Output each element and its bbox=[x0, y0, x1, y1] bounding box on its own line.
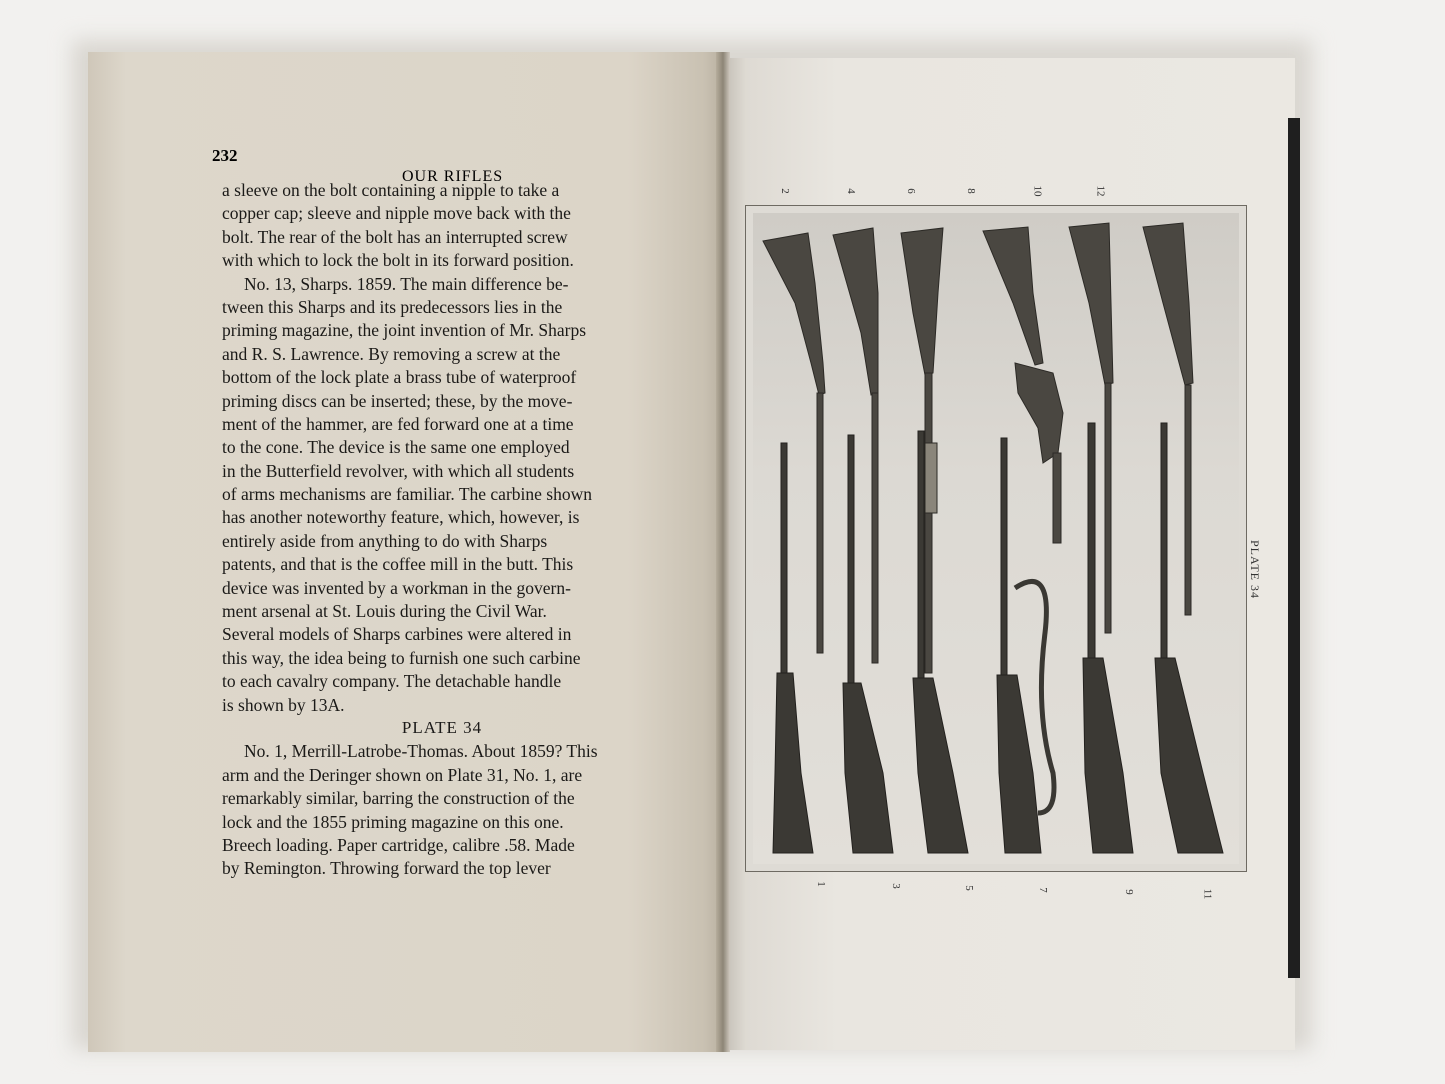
figure-number: 9 bbox=[1122, 889, 1135, 895]
text-line: to the cone. The device is the same one employed bbox=[222, 437, 570, 458]
text-line: entirely aside from anything to do with Sharps bbox=[222, 530, 548, 551]
text-line: remarkably similar, barring the construction of the bbox=[222, 788, 575, 809]
text-line: bolt. The rear of the bolt has an interrupted screw bbox=[222, 226, 568, 247]
section-heading: PLATE 34 bbox=[401, 717, 483, 737]
figure-number: 11 bbox=[1201, 888, 1214, 900]
text-line: Several models of Sharps carbines were altered in bbox=[222, 624, 572, 645]
figure-number: 6 bbox=[904, 188, 917, 194]
text-line: arm and the Deringer shown on Plate 31, No. 1, are bbox=[222, 764, 583, 785]
text-line: copper cap; sleeve and nipple move back with the bbox=[222, 203, 571, 224]
figure-number: 3 bbox=[889, 883, 902, 889]
running-head bbox=[212, 146, 672, 185]
figure-number: 10 bbox=[1031, 185, 1044, 197]
text-line: by Remington. Throwing forward the top lever bbox=[222, 858, 551, 879]
body-text bbox=[222, 180, 662, 882]
text-line: priming magazine, the joint invention of Mr. Sharps bbox=[222, 320, 587, 341]
figure-number: 8 bbox=[964, 188, 977, 194]
text-line: device was invented by a workman in the govern- bbox=[222, 577, 571, 598]
figure-number: 4 bbox=[844, 188, 857, 194]
text-line: Breech loading. Paper cartridge, calibre .58. Made bbox=[222, 834, 575, 855]
text-line: is shown by 13A. bbox=[222, 694, 345, 715]
figure-number: 2 bbox=[778, 188, 791, 194]
figure-number: 5 bbox=[962, 885, 975, 891]
text-line: priming discs can be inserted; these, by the move- bbox=[222, 390, 573, 411]
text-line: No. 13, Sharps. 1859. The main difference be- bbox=[244, 273, 569, 294]
text-line: ment arsenal at St. Louis during the Civil War. bbox=[222, 601, 547, 622]
rifles-photograph bbox=[753, 213, 1239, 864]
text-line: bottom of the lock plate a brass tube of waterproof bbox=[222, 367, 577, 388]
plate-image bbox=[745, 205, 1247, 872]
plate-caption: PLATE 34 bbox=[1248, 540, 1262, 599]
rifles-illustration bbox=[753, 213, 1239, 864]
text-line: No. 1, Merrill-Latrobe-Thomas. About 1859? This bbox=[244, 741, 598, 762]
text-line: tween this Sharps and its predecessors lies in the bbox=[222, 296, 563, 317]
figure-number: 1 bbox=[814, 881, 827, 887]
figure-number: 7 bbox=[1036, 887, 1049, 893]
text-line: patents, and that is the coffee mill in the butt. This bbox=[222, 554, 574, 575]
text-line: to each cavalry company. The detachable handle bbox=[222, 671, 562, 692]
book-cover-edge bbox=[1288, 118, 1300, 978]
figure-number: 12 bbox=[1094, 185, 1107, 197]
text-line: ment of the hammer, are fed forward one at a time bbox=[222, 413, 574, 434]
running-title: OUR RIFLES bbox=[402, 168, 504, 185]
text-line: in the Butterfield revolver, with which all students bbox=[222, 460, 575, 481]
text-line: of arms mechanisms are familiar. The carbine shown bbox=[222, 484, 592, 505]
book-gutter bbox=[716, 52, 730, 1052]
text-line: has another noteworthy feature, which, however, is bbox=[222, 507, 580, 528]
page-number: 232 bbox=[212, 146, 238, 165]
text-line: lock and the 1855 priming magazine on this one. bbox=[222, 811, 564, 832]
text-line: this way, the idea being to furnish one such carbine bbox=[222, 647, 581, 668]
text-line: a sleeve on the bolt containing a nipple to take a bbox=[222, 180, 560, 200]
text-line: and R. S. Lawrence. By removing a screw at the bbox=[222, 343, 561, 364]
text-line: with which to lock the bolt in its forward position. bbox=[222, 250, 574, 271]
